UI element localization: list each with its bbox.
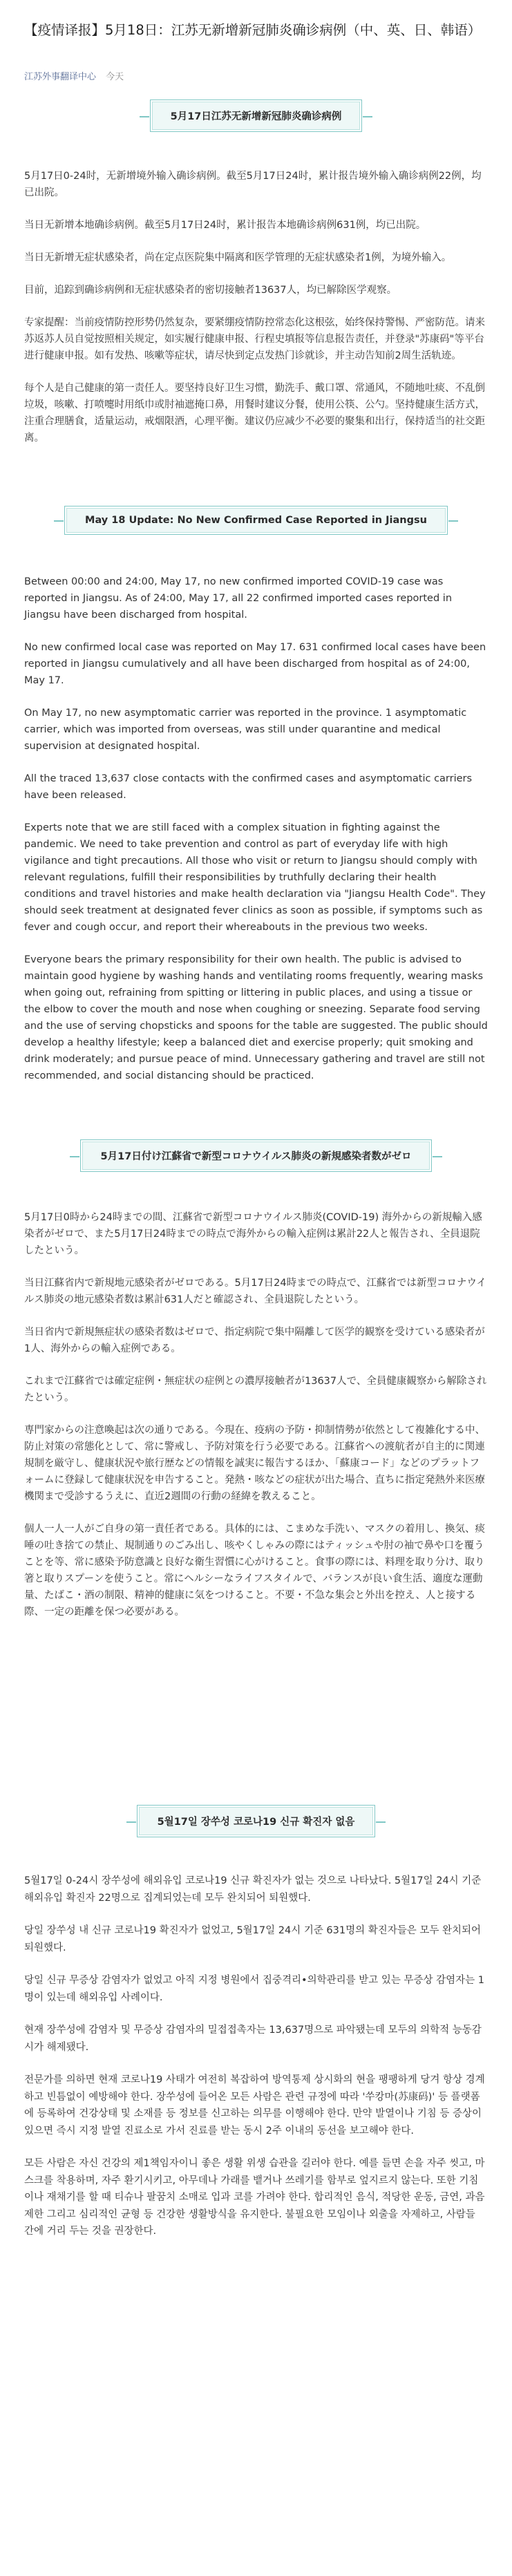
section-heading-ja bbox=[0, 1137, 512, 1171]
paragraph: 当日江蘇省内で新規地元感染者がゼロである。5月17日24時までの時点で、江蘇省では新型コロナウイルス肺炎の地元感染者数は累計631人だと確認され、全員退院したという。 bbox=[24, 1278, 486, 1305]
paragraph: 専門家からの注意喚起は次の通りである。今現在、疫病の予防・抑制情勢が依然として複雑化する中、防止対策の常態化として、常に警戒し、予防対策を行う必要である。江蘇省への渡航者が自主的に関連規制を厳守し、健康状況や旅行歴などの情報を誠実に報告するほか、「蘇康コード」などのプラットフォームに登録して健康状況を申告すること。発熱・咳などの症状が出た場合、直ちに指定発熱外来医療機関まで受診するうえに、直近2週間の行動の経緯を教えること。 bbox=[24, 1425, 485, 1502]
article-meta bbox=[24, 69, 124, 82]
paragraph: これまで江蘇省では確定症例・無症状の症例との濃厚接触者が13637人で、全員健康観察から解除されたという。 bbox=[24, 1376, 487, 1403]
paragraph: Experts note that we are still faced with a complex situation in fighting against the pandemic. We need to take prevention and control as part of everyday life with high vigilance and tight precautions. All those who visit or return to Jiangsu should comply with relevant regulations, fulfill their responsibilities by truthfully declaring their health conditions and travel histories and make health declaration via "Jiangsu Health Code". They should seek treatment at designated fever clinics as soon as possible, if symptoms such as fever and cough occur, and report their whereabouts in the previous two weeks. bbox=[24, 822, 486, 933]
section-heading-text: 5월17일 장쑤성 코로나19 신규 확진자 없음 bbox=[139, 1807, 374, 1835]
section-body-ko bbox=[24, 1873, 488, 2256]
paragraph: 当日省内で新規無症状の感染者数はゼロで、指定病院で集中隔離して医学的観察を受けている感染者が1人、海外からの輸入症例である。 bbox=[24, 1327, 485, 1354]
section-body-ja bbox=[24, 1209, 488, 1636]
section-heading-en bbox=[0, 503, 512, 538]
section-heading-ko bbox=[0, 1802, 512, 1837]
section-body-en bbox=[24, 574, 488, 1100]
paragraph: 5월17일 0-24시 장쑤성에 해외유입 코로나19 신규 확진자가 없는 것으로 나타났다. 5월17일 24시 기준 해외유입 확진자 22명으로 집계되었는데 모두 완치되어 퇴원했다. bbox=[24, 1875, 482, 1904]
paragraph: 당일 장쑤성 내 신규 코로나19 확진자가 없었고, 5월17일 24시 기준 631명의 확진자들은 모두 완치되어 퇴원했다. bbox=[24, 1925, 482, 1953]
paragraph: 当日无新增本地确诊病例。截至5月17日24时，累计报告本地确诊病例631例，均已出院。 bbox=[24, 220, 426, 231]
account-name-link[interactable]: 江苏外事翻译中心 bbox=[24, 72, 97, 82]
paragraph: 전문가를 의하면 현재 코로나19 사태가 여전히 복잡하여 방역통제 상시화의 현을 팽팽하게 당겨 항상 경계하고 빈틈없이 예방해야 한다. 장쑤성에 들어온 모든 사람은 관련 규정에 따라 '쑤캉마(苏康码)' 등 플랫폼에 등록하여 건강상태 및 소재를 등 정보를 신고하는 의무를 이행해야 한다. 만약 발열이나 기침 등 증상이 있으면 즉시 지정 발열 진료소로 가서 진료를 받는 동시 2주 이내의 동선을 보고해야 한다. bbox=[24, 2074, 485, 2137]
article-title: 【疫情译报】5月18日：江苏无新增新冠肺炎确诊病例（中、英、日、韩语） bbox=[24, 22, 482, 38]
paragraph: 专家提醒：当前疫情防控形势仍然复杂，要紧绷疫情防控常态化这根弦，始终保持警惕、严密防范。请来苏返苏人员自觉按照相关规定，如实履行健康申报、行程史填报等信息报告责任，并登录"苏康码"等平台进行健康申报。如有发热、咳嗽等症状，请尽快到定点发热门诊就诊，并主动告知前2周生活轨迹。 bbox=[24, 317, 485, 361]
paragraph: 당일 신규 무증상 감염자가 없었고 아직 지정 병원에서 집중격리•의학관리를 받고 있는 무증상 감염자는 1명이 있는데 해외유입 사례이다. bbox=[24, 1975, 484, 2003]
paragraph: Between 00:00 and 24:00, May 17, no new confirmed imported COVID-19 case was reported in Jiangsu. As of 24:00, May 17, all 22 confirmed imported cases reported in Jiangsu have been discharged from hospital. bbox=[24, 576, 453, 621]
paragraph: 当日无新增无症状感染者，尚在定点医院集中隔离和医学管理的无症状感染者1例，为境外输入。 bbox=[24, 252, 452, 263]
paragraph: On May 17, no new asymptomatic carrier was reported in the province. 1 asymptomatic carrier, which was imported from overseas, was still under quarantine and medical supervision at designated hospital. bbox=[24, 708, 467, 752]
paragraph: Everyone bears the primary responsibility for their own health. The public is advised to maintain good hygiene by washing hands and ventilating rooms frequently, wearing masks when going out, refraining from spitting or littering in public places, and using a tissue or the elbow to cover the mouth and nose when coughing or sneezing. Separate food serving and the use of serving chopsticks and spoons for the table are suggested. The public should develop a healthy lifestyle; keep a balanced diet and exercise properly; quit smoking and drink moderately; and pursue peace of mind. Unnecessary gathering and travel are still not recommended, and social distancing should be practiced. bbox=[24, 954, 488, 1081]
paragraph: 每个人是自己健康的第一责任人。要坚持良好卫生习惯，勤洗手、戴口罩、常通风，不随地吐痰、不乱倒垃圾，咳嗽、打喷嚏时用纸巾或肘袖遮掩口鼻，用餐时建议分餐，使用公筷、公勺。坚持健康生活方式，注重合理膳食，适量运动，戒烟限酒，心理平衡。建议仍应减少不必要的聚集和出行，保持适当的社交距离。 bbox=[24, 383, 485, 444]
paragraph: No new confirmed local case was reported on May 17. 631 confirmed local cases have been reported in Jiangsu cumulatively and all have been discharged from hospital as of 24:00, May 17. bbox=[24, 642, 486, 686]
section-heading-text: May 18 Update: No New Confirmed Case Reported in Jiangsu bbox=[66, 508, 446, 533]
paragraph: 현재 장쑤성에 감염자 및 무증상 감염자의 밀접접촉자는 13,637명으로 파악됐는데 모두의 의학적 능동감시가 해제됐다. bbox=[24, 2025, 482, 2053]
paragraph: 5月17日0-24时，无新增境外输入确诊病例。截至5月17日24时，累计报告境外输入确诊病例22例，均已出院。 bbox=[24, 171, 482, 198]
section-heading-text: 5月17日付け江蘇省で新型コロナウイルス肺炎の新規感染者数がゼロ bbox=[82, 1142, 430, 1170]
section-heading-zh bbox=[0, 97, 512, 131]
section-heading-text: 5月17日江苏无新增新冠肺炎确诊病例 bbox=[152, 102, 361, 130]
paragraph: 5月17日0時から24時までの間、江蘇省で新型コロナウイルス肺炎(COVID-19) 海外からの新規輸入感染者がゼロで、また5月17日24時までの時点で海外からの輸入症例は累計22人と報告され、全員退院したという。 bbox=[24, 1212, 482, 1256]
paragraph: All the traced 13,637 close contacts with the confirmed cases and asymptomatic carriers have been released. bbox=[24, 773, 473, 801]
publish-date: 今天 bbox=[106, 72, 124, 82]
paragraph: 모든 사람은 자신 건강의 제1책임자이니 좋은 생활 위생 습관을 길러야 한다. 예를 들면 손을 자주 씻고, 마스크를 착용하며, 자주 환기시키고, 아무데나 가래를 뱉거나 쓰레기를 함부로 엎지르지 않는다. 또한 기침이나 재채기를 할 때 티슈나 팔꿈치 소매로 입과 코를 가려야 한다. 합리적인 음식, 적당한 운동, 금연, 과음 제한 그리고 심리적인 균형 등 건강한 생활방식을 유지한다. 불필요한 모임이나 외출을 자제하고, 사람들 간에 거리 두는 것을 권장한다. bbox=[24, 2158, 485, 2237]
section-body-zh bbox=[24, 168, 488, 462]
paragraph: 個人一人一人がご自身の第一責任者である。具体的には、こまめな手洗い、マスクの着用し、換気、痰唾の吐き捨ての禁止、規制通りのごみ出し、咳やくしゃみの際にはティッシュや肘の袖で鼻や口を覆うことを等、常に感染予防意識と良好な衛生習慣に心がけること。食事の際には、料理を取り分け、取り箸と取りスプーンを使うこと。常にヘルシーなライフスタイルで、バランスが良い食生活、適度な運動量、たばこ・酒の制限、精神的健康に気をつけること。不要・不急な集会と外出を控え、人と接する際、一定の距離を保つ必要がある。 bbox=[24, 1524, 485, 1618]
paragraph: 目前，追踪到确诊病例和无症状感染者的密切接触者13637人，均已解除医学观察。 bbox=[24, 285, 397, 296]
